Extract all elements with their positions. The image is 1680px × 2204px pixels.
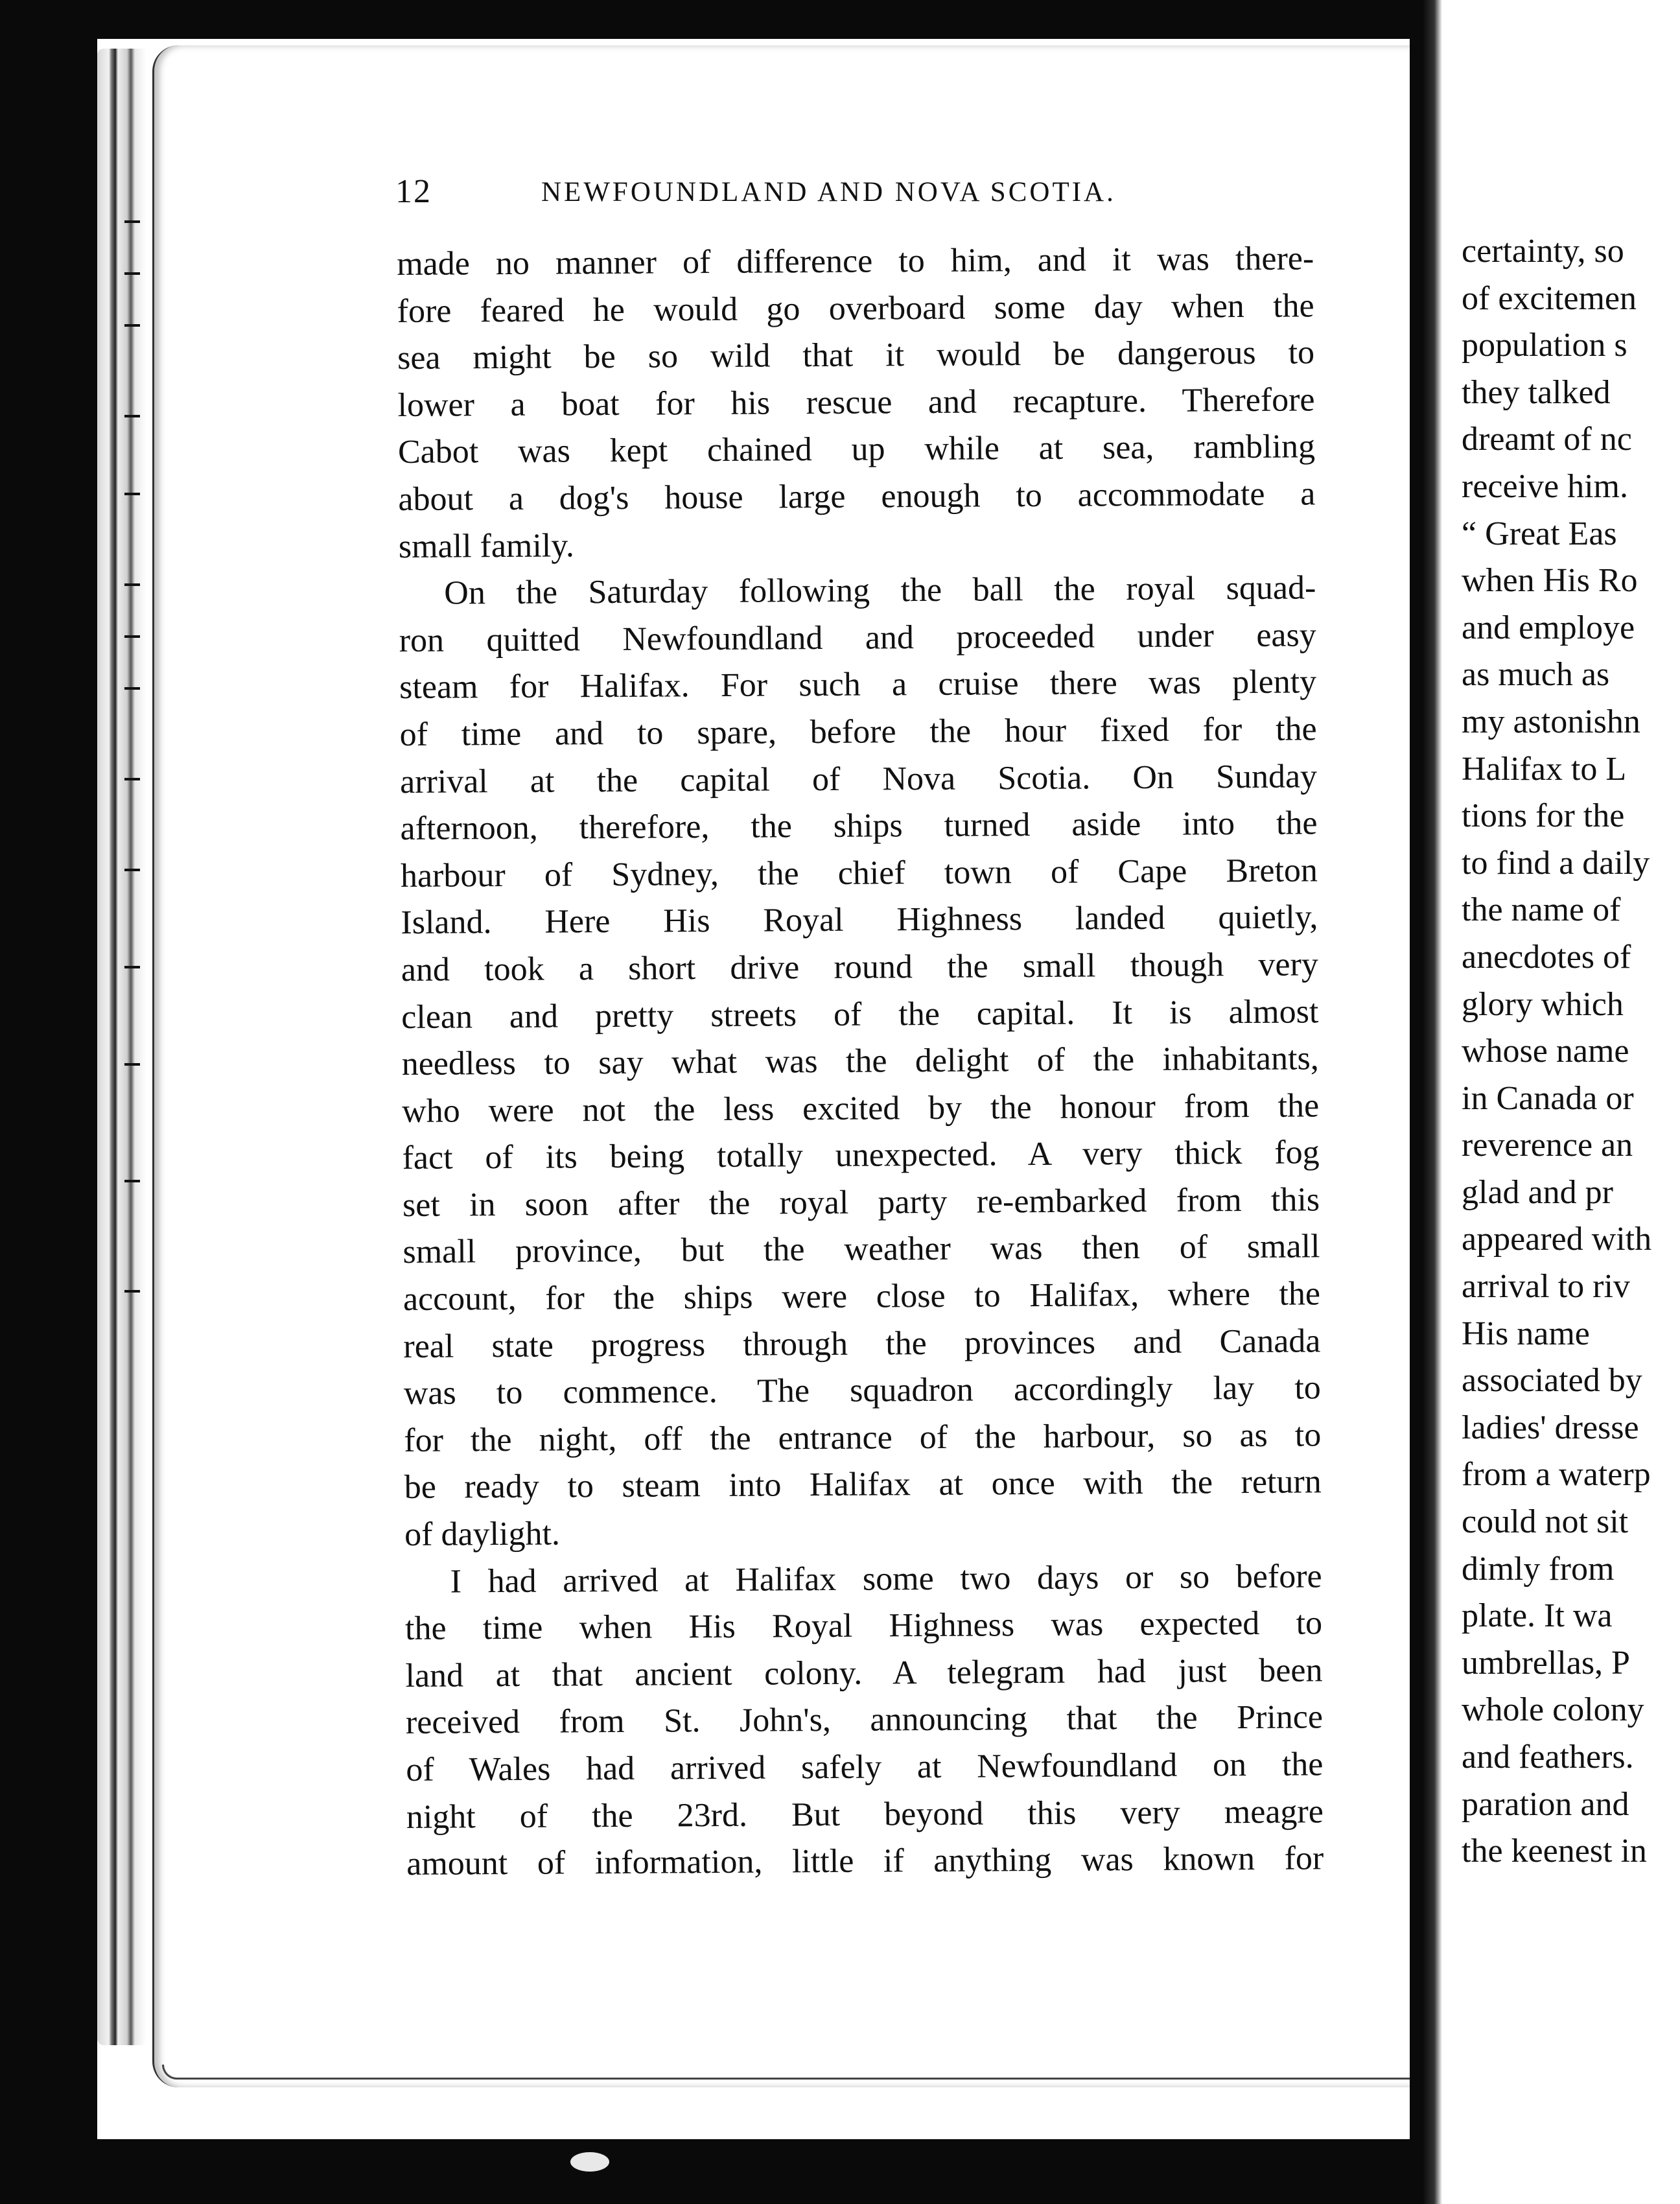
binding-mark [124,1063,140,1066]
text-line: anecdotes of [1462,938,1631,976]
text-line: fore feared he would go overboard some day when the [397,287,1314,330]
text-line: I had arrived at Halifax some two days or so before [450,1557,1322,1600]
text-line: and took a short drive round the small though very [401,946,1319,989]
text-line: about a dog's house large enough to accommodate a [398,475,1316,518]
text-line: fact of its being totally unexpected. A very thick fog [402,1134,1320,1177]
binding-mark [124,1180,140,1182]
right-page-partial [1423,0,1680,2204]
text-line: dreamt of nc [1462,421,1632,458]
text-line: needless to say what was the delight of the inhabitants, [401,1040,1319,1083]
text-line: On the Saturday following the ball the royal squad- [444,569,1316,612]
scan-smudge [570,2152,609,2172]
binding-mark [124,415,140,417]
text-line: real state progress through the provinces and Canada [403,1322,1321,1365]
text-line: set in soon after the royal party re-embarked from this [402,1181,1320,1224]
text-line: amount of information, little if anything was known for [406,1840,1324,1883]
text-line: Cabot was kept chained up while at sea, rambling [397,428,1316,471]
binding-mark [124,1290,140,1293]
text-line: afternoon, therefore, the ships turned aside into the [400,804,1318,848]
text-line: associated by [1462,1362,1642,1400]
text-line: my astonishn [1462,703,1640,740]
binding-mark [124,220,140,223]
text-line: be ready to steam into Halifax at once with the return [404,1463,1322,1506]
text-line: ron quitted Newfoundland and proceeded under easy [399,616,1316,659]
text-line: they talked [1462,373,1611,411]
text-line: of Wales had arrived safely at Newfoundland on the [406,1746,1324,1788]
text-line: paration and [1462,1785,1629,1823]
text-line: glad and pr [1462,1173,1613,1211]
text-line: for the night, off the entrance of the harbour, so as to [404,1416,1322,1459]
text-line: small province, but the weather was then of small [402,1228,1320,1271]
text-line: steam for Halifax. For such a cruise there was plenty [399,663,1317,707]
text-line: as much as [1462,656,1610,694]
text-line: to find a daily [1462,844,1650,882]
text-line: receive him. [1462,467,1628,505]
running-head-title: NEWFOUNDLAND AND NOVA SCOTIA. [541,177,1116,207]
binding-mark [124,324,140,327]
text-line: of excitemen [1462,279,1637,317]
text-line: dimly from [1462,1550,1615,1588]
text-line: plate. It wa [1462,1597,1613,1635]
text-line: “ Great Eas [1462,515,1617,552]
scanner-background-left [0,0,97,2204]
page-number: 12 [395,173,432,210]
binding-mark [124,869,140,871]
text-line: umbrellas, P [1462,1644,1630,1682]
text-line: land at that ancient colony. A telegram had just been [405,1652,1323,1694]
binding-mark [124,687,140,690]
text-line: from a waterp [1462,1456,1651,1494]
binding-mark [124,778,140,780]
text-line: lower a boat for his rescue and recapture. Therefore [397,381,1315,424]
binding-mark [124,493,140,495]
binding-mark [124,635,140,638]
text-line: whole colony [1462,1691,1644,1729]
text-line: population s [1462,327,1628,364]
text-line: made no manner of difference to him, and it was there- [397,240,1314,283]
binding-marks [124,220,150,1322]
text-line: clean and pretty streets of the capital. It is almost [401,992,1319,1036]
right-page-shadow-edge [1423,0,1442,2204]
text-line: account, for the ships were close to Halifax, where the [402,1275,1321,1319]
text-line: arrival to riv [1462,1268,1630,1306]
text-line: when His Ro [1462,562,1638,600]
text-line: was to commence. The squadron accordingly lay to [403,1369,1322,1413]
text-line: appeared with [1462,1221,1652,1258]
text-line: Island. Here His Royal Highness landed quietly, [401,898,1318,942]
text-line: and feathers. [1462,1739,1634,1776]
text-line: the keenest in [1462,1833,1647,1870]
text-line: the name of [1462,891,1621,929]
text-line: tions for the [1462,797,1625,835]
text-line: His name [1462,1315,1590,1352]
text-line: received from St. John's, announcing that the Prince [405,1698,1324,1742]
text-line: Halifax to L [1462,750,1627,788]
binding-mark [124,966,140,968]
book-gutter [1410,0,1423,2204]
left-page-body-text [397,235,1324,1888]
text-line: glory which [1462,985,1624,1023]
text-line: who were not the less excited by the honour from the [402,1087,1320,1130]
text-line: and employe [1462,609,1635,646]
text-line: could not sit [1462,1503,1629,1541]
text-line: ladies' dresse [1462,1409,1639,1446]
text-line: the time when His Royal Highness was expected to [404,1604,1323,1648]
binding-mark [124,583,140,586]
text-line: small family. [398,526,575,565]
text-line: arrival at the capital of Nova Scotia. On Sunday [399,757,1318,801]
right-page-body-text [1462,228,1680,1875]
left-page-bottom-edge [162,2065,1412,2080]
text-line: night of the 23rd. But beyond this very meagre [406,1792,1324,1836]
binding-mark [124,272,140,275]
text-line: sea might be so wild that it would be dangerous to [397,334,1315,377]
text-line: harbour of Sydney, the chief town of Cape Breton [400,852,1318,895]
text-line: reverence an [1462,1127,1633,1164]
text-line: whose name [1462,1033,1629,1070]
text-line: of time and to spare, before the hour fixed for the [399,710,1317,753]
text-line: certainty, so [1462,233,1624,270]
text-line: in Canada or [1462,1079,1634,1117]
text-line: of daylight. [404,1515,561,1553]
